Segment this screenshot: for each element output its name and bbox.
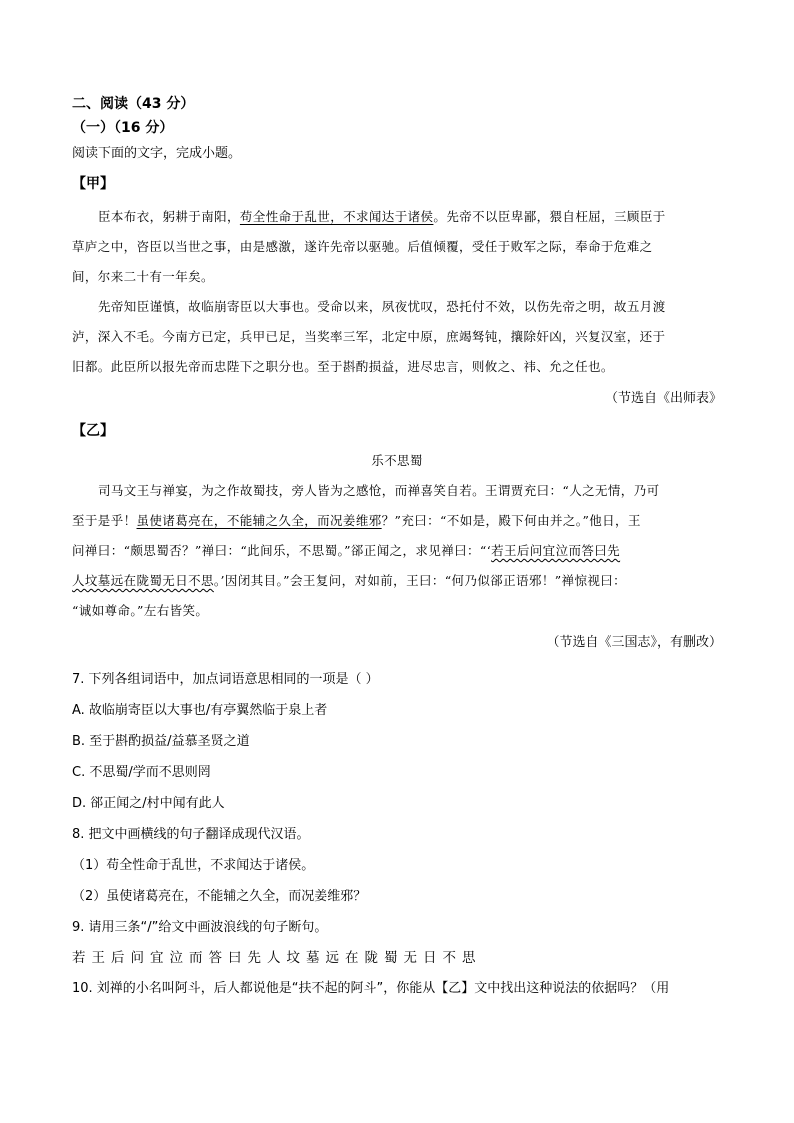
- jia-p2-line2: 泸，深入不毛。今南方已定，兵甲已足，当奖率三军，北定中原，庶竭驽钝，攘除奸凶，兴复汉室，还于: [72, 329, 666, 344]
- question-9: 9. 请用三条“/”给文中画波浪线的句子断句。: [72, 920, 328, 935]
- question-7: 7. 下列各组词语中，加点词语意思相同的一项是（ ）: [72, 672, 379, 687]
- question-7-option-b: B. 至于斟酌损益/益慕圣贤之道: [72, 734, 250, 749]
- question-7-option-c: C. 不思蜀/学而不思则罔: [72, 765, 211, 780]
- jia-tag: 【甲】: [72, 176, 114, 192]
- jia-p1-line2: 草庐之中，咨臣以当世之事，由是感激，遂许先帝以驱驰。后值倾覆，受任于败军之际，奉命于危难之: [72, 239, 653, 254]
- yi-line4: [72, 566, 722, 596]
- jia-p2-line1: 先帝知臣谨慎，故临崩寄臣以大事也。受命以来，夙夜忧叹，恐托付不效，以伤先帝之明，故五月渡: [98, 299, 666, 314]
- yi-line3: [72, 536, 722, 566]
- question-8-item-2: （2）虽使诸葛亮在，不能辅之久全，而况姜维邪？: [72, 889, 367, 904]
- jia-p1-text-a: 臣本布衣，躬耕于南阳，: [98, 209, 240, 224]
- question-7-option-a: A. 故临崩寄臣以大事也/有亭翼然临于泉上者: [72, 703, 328, 718]
- yi-line2-text-b: ？”充曰：“不如是，殿下何由并之。”他日，王: [381, 513, 641, 528]
- yi-passage: [72, 476, 722, 626]
- jia-p1-text-b: 。先帝不以臣卑鄙，猥自枉屈，三顾臣于: [433, 209, 666, 224]
- jia-p1-line3: 间，尔来二十有一年矣。: [72, 269, 214, 284]
- yi-source: （节选自《三国志》，有删改）: [546, 635, 722, 650]
- question-7-option-d: D. 郤正闻之/村中闻有此人: [72, 796, 225, 811]
- yi-line4-text-b: 。’因闭其目。”会王复问，对如前，王曰：“何乃似郤正语邪！”禅惊视曰：: [213, 573, 627, 588]
- questions: [72, 664, 722, 1004]
- section-title: 二、阅读（43 分）: [72, 96, 195, 112]
- question-9-sentence: 若王后问宜泣而答曰先人坟墓远在陇蜀无日不思: [72, 950, 482, 966]
- jia-passage: [72, 202, 722, 382]
- yi-underlined-sentence: 虽使诸葛亮在，不能辅之久全，而况姜维邪: [136, 513, 382, 528]
- jia-underlined-sentence: 苟全性命于乱世，不求闻达于诸侯: [239, 209, 434, 224]
- sub-title: （一）（16 分）: [72, 120, 174, 136]
- question-8: 8. 把文中画横线的句子翻译成现代汉语。: [72, 827, 310, 842]
- yi-line2: [72, 506, 722, 536]
- exam-page: [72, 92, 722, 1004]
- jia-p2-line3: 旧都。此臣所以报先帝而忠陛下之职分也。至于斟酌损益，进尽忠言，则攸之、祎、允之任也。: [72, 359, 614, 374]
- jia-p1-line1: [72, 202, 722, 232]
- yi-line5: “诚如尊命。”左右皆笑。: [72, 603, 209, 618]
- question-8-item-1: （1）苟全性命于乱世，不求闻达于诸侯。: [72, 858, 315, 873]
- instruction: 阅读下面的文字，完成小题。: [72, 146, 242, 161]
- yi-wavy-sentence-part1: 若王后问宜泣而答曰先: [491, 543, 621, 558]
- yi-line3-text-a: 问禅曰：“颇思蜀否？”禅曰：“此间乐，不思蜀。”郤正闻之，求见禅曰：“‘: [72, 543, 492, 558]
- yi-line1: 司马文王与禅宴，为之作故蜀技，旁人皆为之感怆，而禅喜笑自若。王谓贾充曰：“人之无情，乃可: [98, 483, 660, 498]
- yi-wavy-sentence-part2: 人坟墓远在陇蜀无日不思: [72, 573, 214, 588]
- question-10: 10. 刘禅的小名叫阿斗，后人都说他是“扶不起的阿斗”，你能从【乙】文中找出这种说法的依据吗？（用: [72, 981, 670, 996]
- yi-tag: 【乙】: [72, 423, 114, 439]
- yi-line2-text-a: 至于是乎！: [72, 513, 137, 528]
- jia-source: （节选自《出师表》: [604, 391, 722, 406]
- yi-title: 乐不思蜀: [371, 453, 423, 468]
